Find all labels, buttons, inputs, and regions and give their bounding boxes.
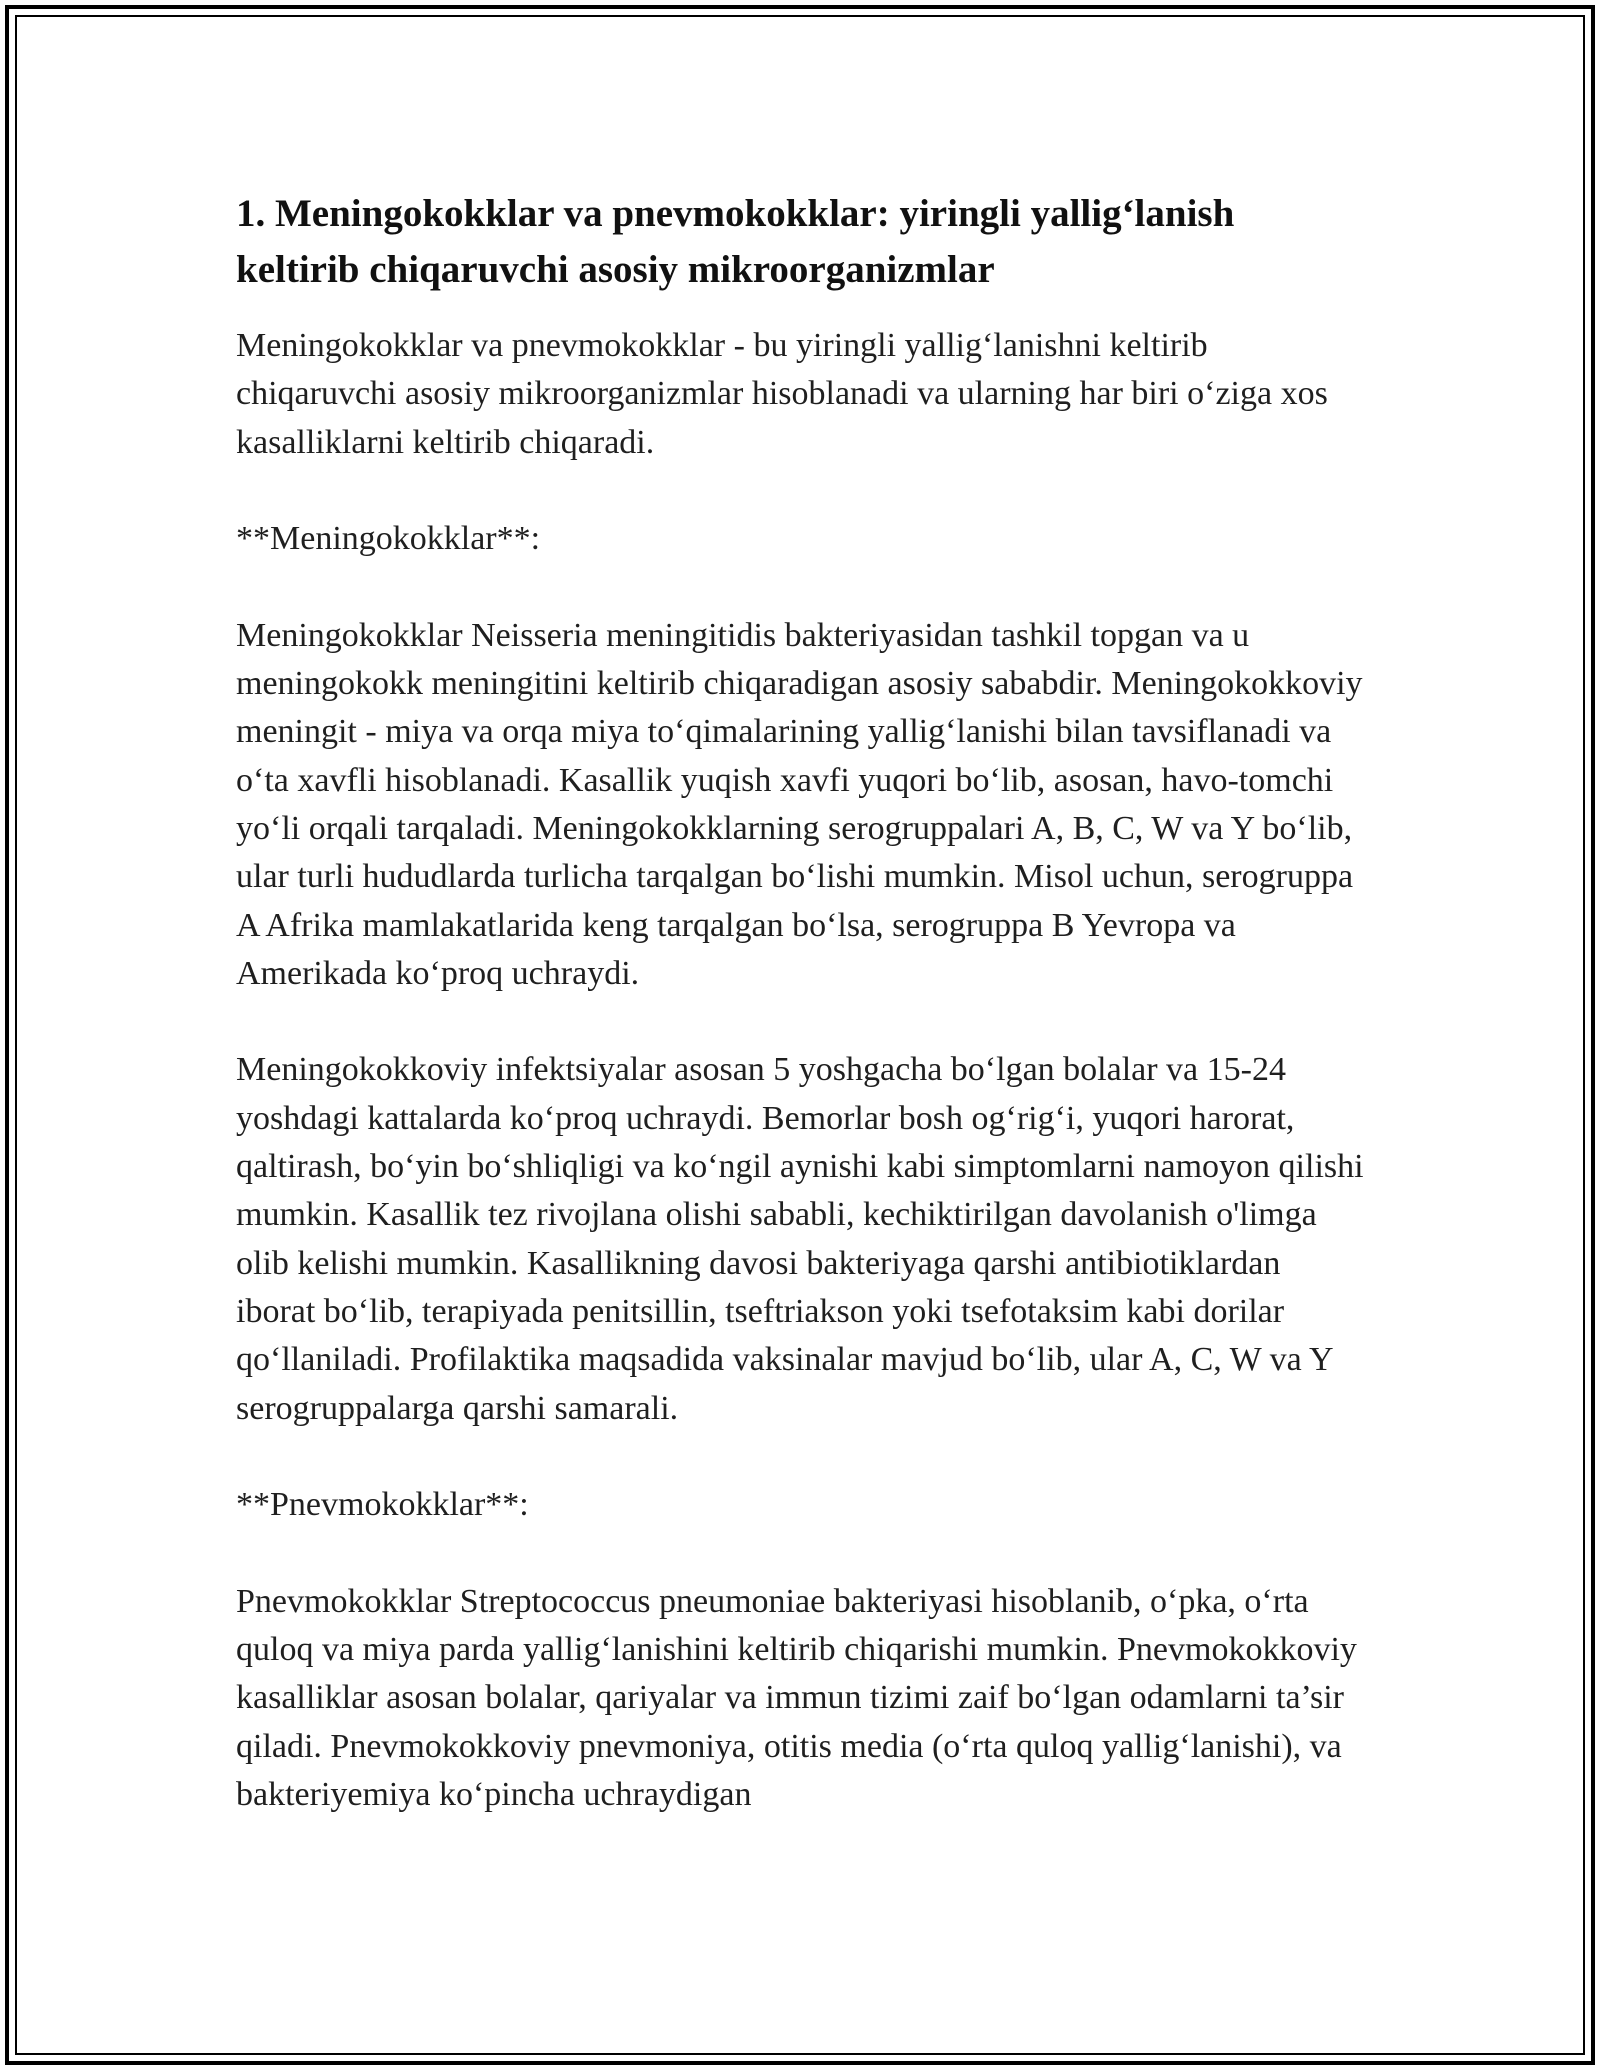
meningokokklar-paragraph-2: Meningokokkoviy infektsiyalar asosan 5 yoshgacha bo‘lgan bolalar va 15-24 yoshdagi kattalarda ko‘proq uchraydi. Bemorlar bosh og‘rig‘i, yuqori harorat, qaltirash, bo‘yin bo‘shliqligi va ko‘ngil aynishi kabi simptomlarni namoyon qilishi mumkin. Kasallik tez rivojlana olishi sababli, kechiktirilgan davolanish o'limga olib kelishi mumkin. Kasallikning davosi bakteriyaga qarshi antibiotiklardan iborat bo‘lib, terapiyada penitsillin, tseftriakson yoki tsefotaksim kabi dorilar qo‘llaniladi. Profilaktika maqsadida vaksinalar mavjud bo‘lib, ular A, C, W va Y serogruppalarga qarshi samarali.: [236, 1051, 1364, 1427]
intro-paragraph: Meningokokklar va pnevmokokklar - bu yiringli yallig‘lanishni keltirib chiqaruvchi asosiy mikroorganizmlar hisoblanadi va ularning har biri o‘ziga xos kasalliklarni keltirib chiqaradi.: [236, 327, 1328, 461]
subheading-pnevmokokklar: **Pnevmokokklar**:: [236, 1486, 529, 1524]
pnevmokokklar-paragraph-1: Pnevmokokklar Streptococcus pneumoniae bakteriyasi hisoblanib, o‘pka, o‘rta quloq va miya parda yallig‘lanishini keltirib chiqarishi mumkin. Pnevmokokkoviy kasalliklar asosan bolalar, qariyalar va immun tizimi zaif bo‘lgan odamlarni ta’sir qiladi. Pnevmokokkoviy pnevmoniya, otitis media (o‘rta quloq yallig‘lanishi), va bakteriyemiya ko‘pincha uchraydigan: [236, 1582, 1357, 1813]
section-heading: 1. Meningokokklar va pnevmokokklar: yiringli yallig‘lanish keltirib chiqaruvchi asosiy mikroorganizmlar: [236, 192, 1235, 291]
meningokokklar-paragraph-1: Meningokokklar Neisseria meningitidis bakteriyasidan tashkil topgan va u meningokokk meningitini keltirib chiqaradigan asosiy sababdir. Meningokokkoviy meningit - miya va orqa miya to‘qimalarining yallig‘lanishi bilan tavsiflanadi va o‘ta xavfli hisoblanadi. Kasallik yuqish xavfi yuqori bo‘lib, asosan, havo-tomchi yo‘li orqali tarqaladi. Meningokokklarning serogruppalari A, B, C, W va Y bo‘lib, ular turli hududlarda turlicha tarqalgan bo‘lishi mumkin. Misol uchun, serogruppa A Afrika mamlakatlarida keng tarqalgan bo‘lsa, serogruppa B Yevropa va Amerikada ko‘proq uchraydi.: [236, 616, 1363, 992]
document-body: [236, 186, 1366, 1868]
subheading-meningokokklar: **Meningokokklar**:: [236, 520, 541, 558]
